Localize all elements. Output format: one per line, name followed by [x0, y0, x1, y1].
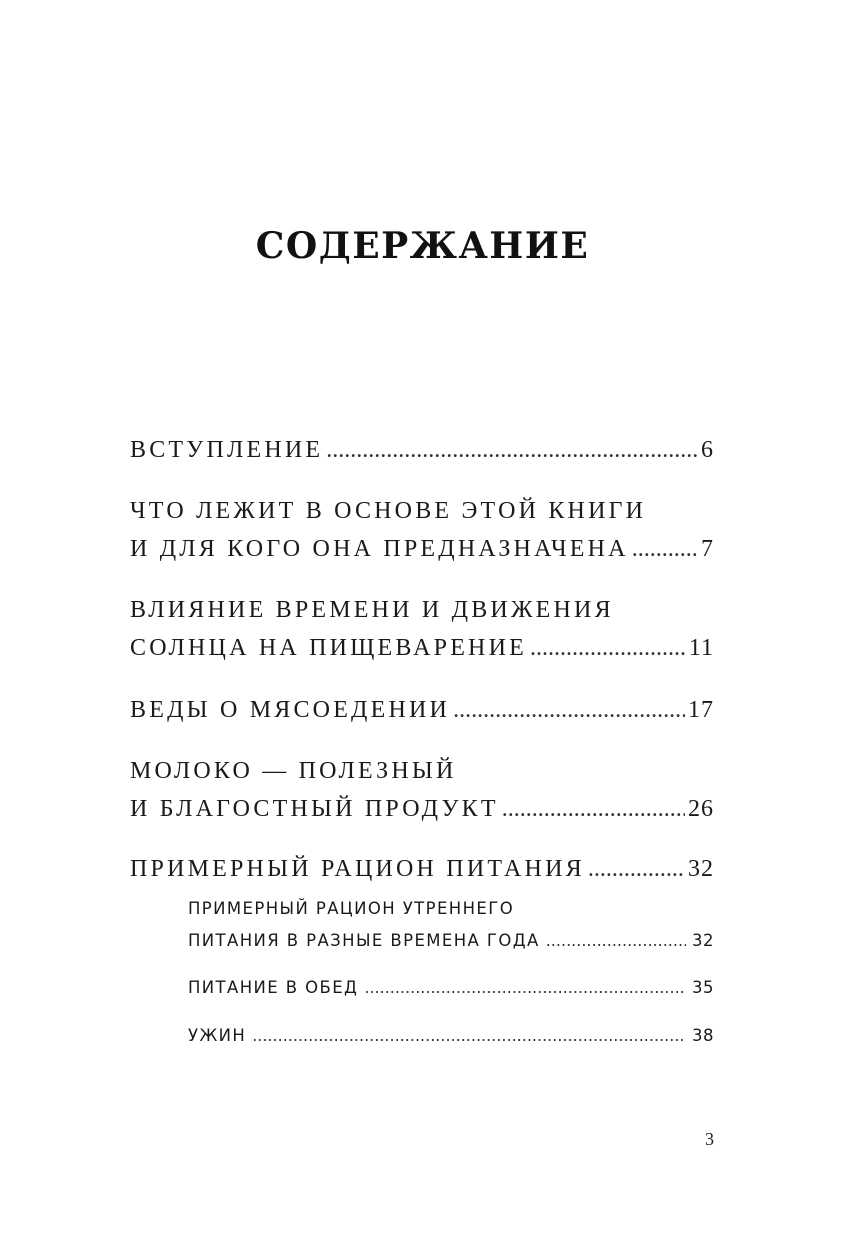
- toc-page-number: 35: [692, 978, 714, 997]
- toc-entry-label: ПРИМЕРНЫЙ РАЦИОН ПИТАНИЯ: [130, 856, 585, 882]
- toc-entry-book-basis[interactable]: [130, 492, 714, 568]
- toc-subentry-lunch[interactable]: [188, 972, 714, 1004]
- page-title: СОДЕРЖАНИЕ: [255, 225, 590, 267]
- toc-entry-label-line1: МОЛОКО — ПОЛЕЗНЫЙ: [130, 758, 457, 784]
- dot-leader: [632, 530, 698, 568]
- toc-entry-label-line2: СОЛНЦА НА ПИЩЕВАРЕНИЕ: [130, 635, 527, 661]
- toc-entry-time-sun[interactable]: [130, 591, 714, 667]
- dot-leader: [546, 925, 686, 957]
- toc-page-number: 11: [688, 635, 714, 661]
- toc-entry-label-line1: ВЛИЯНИЕ ВРЕМЕНИ И ДВИЖЕНИЯ: [130, 597, 614, 623]
- toc-entry-vedas-meat[interactable]: [130, 691, 714, 729]
- toc-entry-label-line2: И ДЛЯ КОГО ОНА ПРЕДНАЗНАЧЕНА: [130, 536, 629, 562]
- toc-entry-label: ВЕДЫ О МЯСОЕДЕНИИ: [130, 697, 451, 723]
- toc-entry-label-line1: ЧТО ЛЕЖИТ В ОСНОВЕ ЭТОЙ КНИГИ: [130, 498, 647, 524]
- dot-leader: [252, 1020, 686, 1052]
- toc-subentry-label-line2: ПИТАНИЯ В РАЗНЫЕ ВРЕМЕНА ГОДА: [188, 931, 540, 950]
- dot-leader: [502, 790, 685, 828]
- page-number: 3: [705, 1129, 714, 1149]
- toc-page-number: 32: [688, 856, 714, 882]
- toc-entry-diet[interactable]: [130, 850, 714, 888]
- toc-page-number: 32: [692, 931, 714, 950]
- toc-subentry-label-line1: ПРИМЕРНЫЙ РАЦИОН УТРЕННЕГО: [188, 899, 515, 918]
- toc-page-number: 7: [701, 536, 714, 562]
- toc-page-number: 26: [688, 796, 714, 822]
- dot-leader: [530, 629, 686, 667]
- toc-entry-milk[interactable]: [130, 752, 714, 828]
- toc-page-number: 38: [692, 1026, 714, 1045]
- toc-entry-label: ВСТУПЛЕНИЕ: [130, 437, 324, 463]
- dot-leader: [453, 691, 685, 729]
- dot-leader: [326, 431, 698, 469]
- toc-page-number: 6: [701, 437, 714, 463]
- dot-leader: [364, 972, 686, 1004]
- toc-entry-introduction[interactable]: [130, 431, 714, 469]
- toc-subentry-morning[interactable]: [188, 893, 714, 957]
- toc-entry-label-line2: И БЛАГОСТНЫЙ ПРОДУКТ: [130, 796, 499, 822]
- toc-subentry-label: УЖИН: [188, 1026, 247, 1045]
- dot-leader: [588, 850, 685, 888]
- toc-page-number: 17: [688, 697, 714, 723]
- toc-subentry-label: ПИТАНИЕ В ОБЕД: [188, 978, 359, 997]
- toc-subentry-dinner[interactable]: [188, 1020, 714, 1052]
